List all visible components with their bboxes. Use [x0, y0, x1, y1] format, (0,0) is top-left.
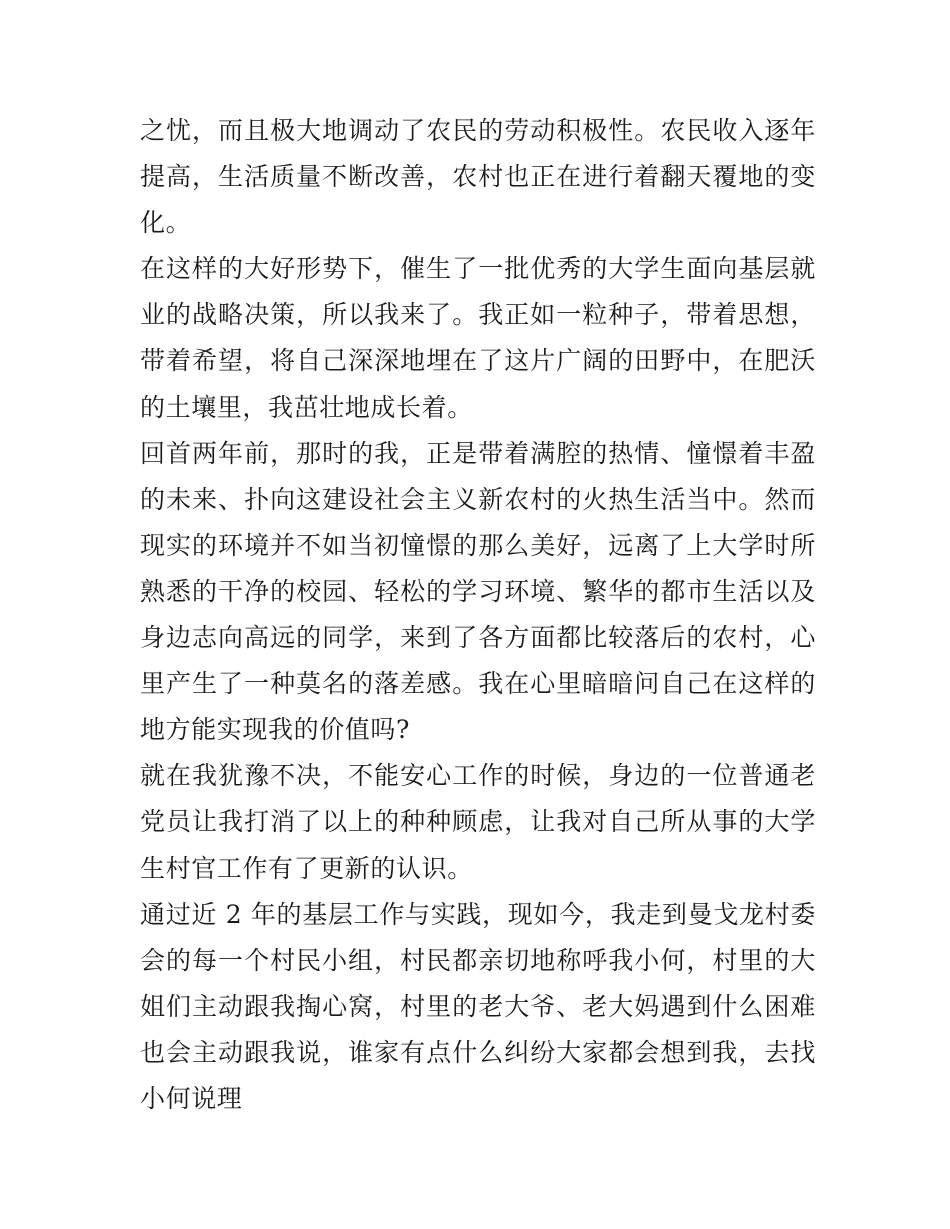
paragraph-1: 之忧，而且极大地调动了农民的劳动积极性。农民收入逐年提高，生活质量不断改善，农村也正在进行着翻天覆地的变化。	[140, 116, 816, 238]
paragraph-5: 通过近 2 年的基层工作与实践，现如今，我走到曼戈龙村委会的每一个村民小组，村民都亲切地称呼我小何，村里的大姐们主动跟我掏心窝，村里的老大爷、老大妈遇到什么困难也会主动跟我说，谁家有点什么纠纷大家都会想到我，去找小何说理	[140, 899, 816, 1113]
paragraph-2: 在这样的大好形势下，催生了一批优秀的大学生面向基层就业的战略决策，所以我来了。我正如一粒种子，带着思想，带着希望，将自己深深地埋在了这片广阔的田野中，在肥沃的土壤里，我茁壮地成长着。	[140, 254, 816, 422]
body-text	[140, 108, 816, 1122]
paragraph-3: 回首两年前，那时的我，正是带着满腔的热情、憧憬着丰盈的未来、扑向这建设社会主义新农村的火热生活当中。然而现实的环境并不如当初憧憬的那么美好，远离了上大学时所熟悉的干净的校园、轻松的学习环境、繁华的都市生活以及身边志向高远的同学，来到了各方面都比较落后的农村，心里产生了一种莫名的落差感。我在心里暗暗问自己在这样的地方能实现我的价值吗?	[140, 438, 816, 745]
paragraph-4: 就在我犹豫不决，不能安心工作的时候，身边的一位普通老党员让我打消了以上的种种顾虑，让我对自己所从事的大学生村官工作有了更新的认识。	[140, 761, 816, 883]
